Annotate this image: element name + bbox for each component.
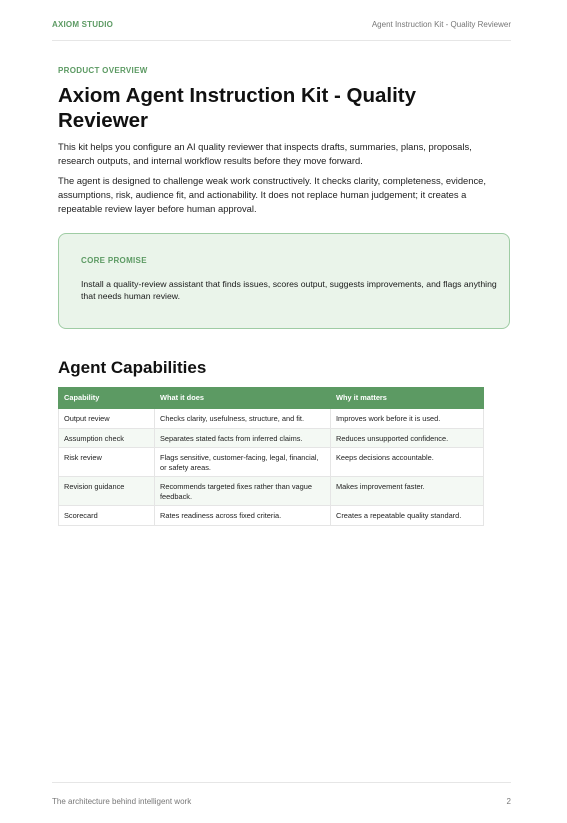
capabilities-table (58, 387, 484, 526)
page-footer (52, 782, 511, 813)
design-paragraph: The agent is designed to challenge weak work constructively. It checks clarity, completeness, evidence, assumptions, risk, audience fit, and actionability. It does not replace human judgement; it creates a repeatable review layer before human approval. (58, 175, 486, 214)
core-promise-callout (58, 233, 510, 329)
column-header: Why it matters (331, 388, 484, 409)
table-header-row (59, 388, 484, 409)
table-cell: Rates readiness across fixed criteria. (155, 506, 331, 526)
callout-label: CORE PROMISE (81, 256, 147, 265)
table-cell: Flags sensitive, customer-facing, legal, financial, or safety areas. (155, 448, 331, 477)
table-cell: Revision guidance (59, 477, 155, 506)
section-eyebrow: PRODUCT OVERVIEW (58, 66, 148, 75)
table-cell: Separates stated facts from inferred claims. (155, 428, 331, 448)
table-cell: Assumption check (59, 428, 155, 448)
table-cell: Recommends targeted fixes rather than vague feedback. (155, 477, 331, 506)
column-header: What it does (155, 388, 331, 409)
table-cell: Keeps decisions accountable. (331, 448, 484, 477)
table-cell: Makes improvement faster. (331, 477, 484, 506)
table-row (59, 506, 484, 526)
footer-tagline: The architecture behind intelligent work (52, 797, 192, 806)
callout-text: Install a quality-review assistant that finds issues, scores output, suggests improvements, and flags anything that needs human review. (81, 279, 497, 301)
table-row (59, 477, 484, 506)
capabilities-heading: Agent Capabilities (58, 358, 207, 377)
column-header: Capability (59, 388, 155, 409)
page-number: 2 (506, 797, 511, 806)
table-cell: Scorecard (59, 506, 155, 526)
table-cell: Risk review (59, 448, 155, 477)
header-doc-title: Agent Instruction Kit - Quality Reviewer (371, 20, 511, 29)
table-cell: Reduces unsupported confidence. (331, 428, 484, 448)
table-cell: Improves work before it is used. (331, 409, 484, 429)
page-title: Axiom Agent Instruction Kit - Quality Reviewer (58, 84, 416, 132)
table-row (59, 409, 484, 429)
table-row (59, 448, 484, 477)
intro-paragraph: This kit helps you configure an AI quality reviewer that inspects drafts, summaries, plans, proposals, research outputs, and internal workflow results before they move forward. (58, 141, 472, 166)
brand-name: AXIOM STUDIO (52, 20, 114, 29)
table-cell: Checks clarity, usefulness, structure, and fit. (155, 409, 331, 429)
page-header (52, 20, 511, 41)
table-cell: Creates a repeatable quality standard. (331, 506, 484, 526)
table-row (59, 428, 484, 448)
table-cell: Output review (59, 409, 155, 429)
